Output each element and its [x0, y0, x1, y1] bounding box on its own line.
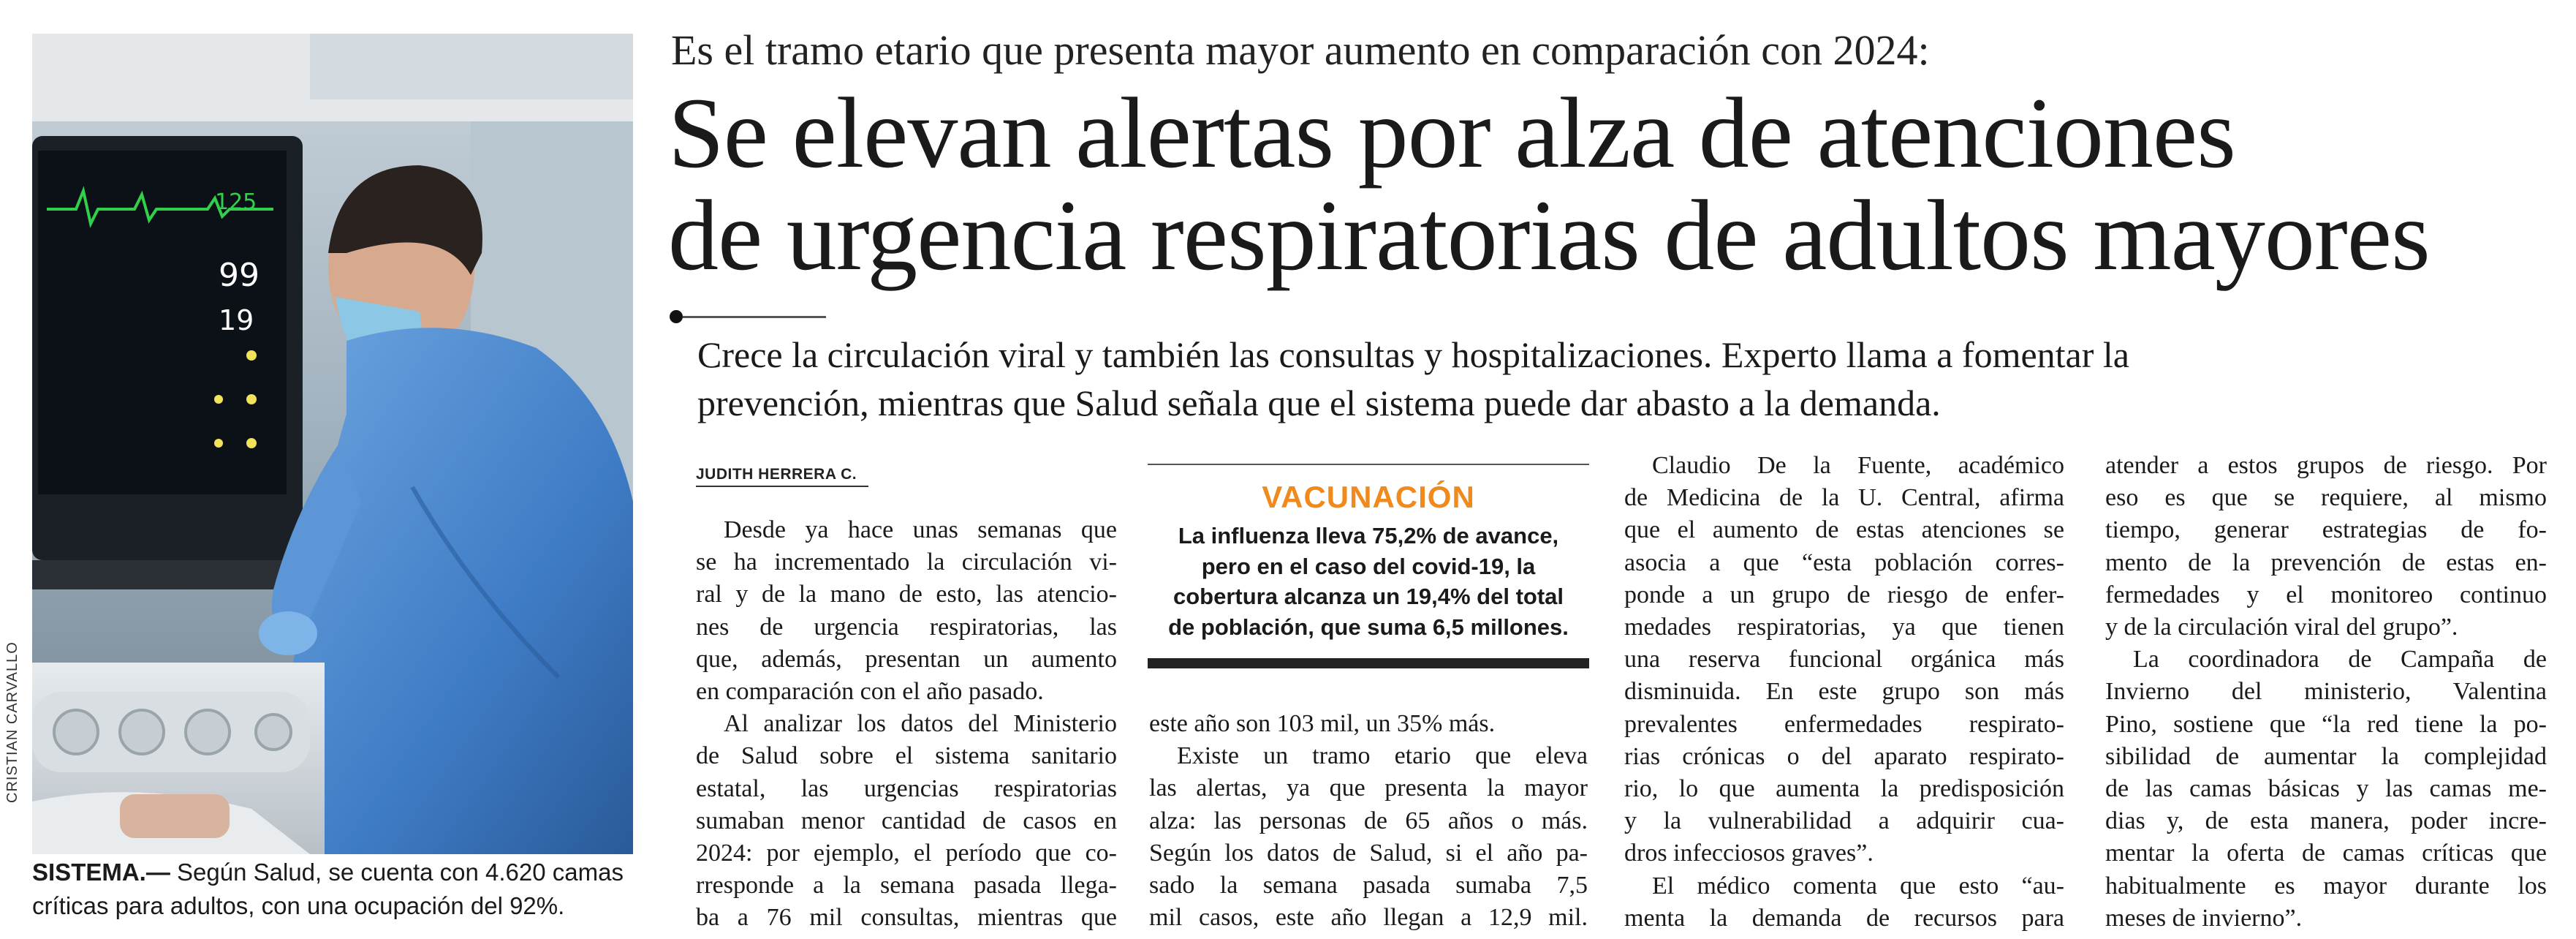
divider-bullet-icon — [670, 310, 683, 323]
sidebar-line: La influenza lleva 75,2% de avance, — [1178, 523, 1559, 548]
deck-line-2: prevención, mientras que Salud señala que el sistema puede dar abasto a la demanda. — [697, 382, 1941, 423]
article-headline — [668, 77, 2569, 291]
body-line: rias crónicas o del aparato respirato- — [1624, 742, 2064, 770]
body-line: mentar la oferta de camas críticas que — [2105, 840, 2547, 867]
body-line: mento de la prevención de estas en- — [2105, 548, 2547, 576]
body-line: las alertas, ya que presenta la mayor — [1149, 774, 1588, 802]
body-line: Invierno del ministerio, Valentina — [2105, 678, 2547, 706]
article-deck — [697, 331, 2554, 427]
caption-label: SISTEMA.— — [32, 859, 170, 886]
body-line: 2024: por ejemplo, el período que co- — [696, 840, 1117, 867]
svg-text:19: 19 — [219, 304, 254, 336]
article-column-2 — [1149, 708, 1588, 934]
article-column-4 — [2105, 450, 2547, 935]
body-line: ba a 76 mil consultas, mientras que — [696, 904, 1117, 932]
headline-line-1: Se elevan alertas por alza de atenciones — [668, 77, 2235, 189]
body-line: sibilidad de aumentar la complejidad — [2105, 742, 2547, 770]
body-line: rio, lo que aumenta la predisposición — [1624, 775, 2064, 803]
article-kicker: Es el tramo etario que presenta mayor aumento en comparación con 2024: — [671, 26, 1930, 74]
body-line: meses de invierno”. — [2105, 904, 2303, 932]
body-line: estatal, las urgencias respiratorias — [696, 774, 1117, 802]
body-line: que el aumento de estas atenciones se — [1624, 516, 2064, 544]
svg-text:125: 125 — [215, 189, 257, 215]
body-line: de Medicina de la U. Central, afirma — [1624, 484, 2064, 512]
sidebar-title: VACUNACIÓN — [1262, 480, 1475, 514]
photo-credit: CRISTIAN CARVALLO — [4, 641, 20, 803]
body-line: y la vulnerabilidad a adquirir cua- — [1624, 807, 2064, 835]
caption-line-2: críticas para adultos, con una ocupación del 92%. — [32, 892, 565, 919]
body-line: Desde ya hace unas semanas que — [724, 516, 1117, 543]
body-line: y de la circulación viral del grupo”. — [2105, 614, 2458, 641]
body-line: asocia a que “esta población corres- — [1624, 548, 2064, 576]
sidebar-line: pero en el caso del covid-19, la — [1201, 553, 1536, 579]
sidebar-text — [1148, 521, 1589, 642]
body-line: eso es que se requiere, al mismo — [2105, 484, 2547, 512]
article-column-3 — [1624, 450, 2064, 935]
body-line: Pino, sostiene que “la red tiene la po- — [2105, 710, 2547, 738]
body-line: se ha incrementado la circulación vi- — [696, 548, 1117, 576]
byline-rule — [696, 486, 868, 487]
sidebar-top-rule — [1148, 464, 1589, 465]
article-photo — [32, 34, 633, 854]
body-line: ponde a un grupo de riesgo de enfer- — [1624, 581, 2064, 608]
body-line: prevalentes enfermedades respirato- — [1624, 710, 2064, 738]
body-line: de las camas básicas y las camas me- — [2105, 775, 2547, 803]
svg-text:99: 99 — [219, 257, 260, 294]
body-line: fermedades y el monitoreo continuo — [2105, 581, 2547, 608]
body-line: menta la demanda de recursos para — [1624, 904, 2064, 932]
body-line: ral y de la mano de esto, las atencio- — [696, 581, 1117, 608]
body-line: una reserva funcional orgánica más — [1624, 646, 2064, 674]
body-line: atender a estos grupos de riesgo. Por — [2105, 452, 2547, 479]
sidebar-line: cobertura alcanza un 19,4% del total — [1173, 584, 1564, 609]
article-column-1 — [696, 514, 1117, 935]
body-line: de Salud sobre el sistema sanitario — [696, 742, 1117, 770]
hospital-scene-image — [32, 34, 633, 854]
body-line: que, además, presentan un aumento — [696, 645, 1117, 673]
body-line: en comparación con el año pasado. — [696, 678, 1044, 706]
body-line: mil casos, este año llegan a 12,9 mil. — [1149, 904, 1588, 932]
sidebar-line: de población, que suma 6,5 millones. — [1168, 614, 1569, 640]
body-line: La coordinadora de Campaña de — [2133, 646, 2547, 674]
body-line: Existe un tramo etario que eleva — [1177, 742, 1588, 770]
deck-line-1: Crece la circulación viral y también las consultas y hospitalizaciones. Experto llama a fomentar la — [697, 334, 2129, 375]
body-line: dias y, de esta manera, poder incre- — [2105, 807, 2547, 835]
body-line: este año son 103 mil, un 35% más. — [1149, 710, 1496, 737]
body-line: Claudio De la Fuente, académico — [1652, 452, 2064, 479]
sidebar-bottom-rule — [1148, 658, 1589, 668]
headline-line-2: de urgencia respiratorias de adultos mayores — [668, 179, 2430, 291]
article-byline: JUDITH HERRERA C. — [696, 466, 857, 483]
photo-caption — [32, 856, 646, 923]
body-line: dros infecciosos graves”. — [1624, 840, 1874, 867]
body-line: habitualmente es mayor durante los — [2105, 872, 2547, 900]
caption-line-1 — [32, 856, 646, 889]
body-line: El médico comenta que esto “au- — [1652, 872, 2064, 900]
body-line: tiempo, generar estrategias de fo- — [2105, 516, 2547, 544]
body-line: sumaban menor cantidad de casos en — [696, 807, 1117, 834]
body-line: Al analizar los datos del Ministerio — [724, 710, 1117, 738]
body-line: medades respiratorias, ya que tienen — [1624, 614, 2064, 641]
body-line: sado la semana pasada sumaba 7,5 — [1149, 872, 1588, 900]
body-line: Según los datos de Salud, si el año pa- — [1149, 839, 1588, 867]
body-line: nes de urgencia respiratorias, las — [696, 613, 1117, 641]
divider-line — [683, 316, 826, 318]
caption-text-1: Según Salud, se cuenta con 4.620 camas — [170, 859, 624, 886]
body-line: disminuida. En este grupo son más — [1624, 678, 2064, 706]
body-line: alza: las personas de 65 años o más. — [1149, 807, 1588, 834]
body-line: rresponde a la semana pasada llega- — [696, 872, 1117, 900]
